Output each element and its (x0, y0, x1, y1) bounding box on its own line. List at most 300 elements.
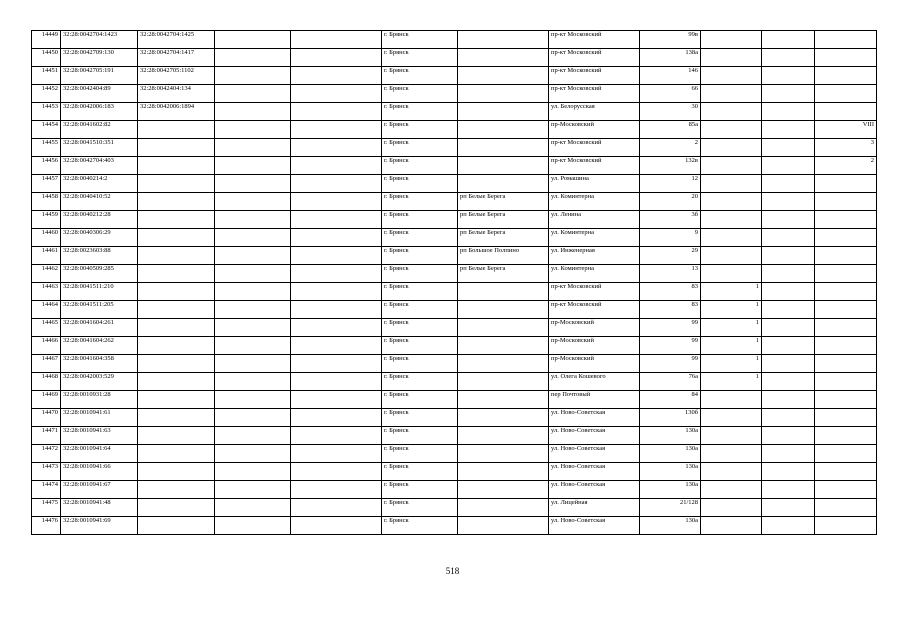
cell-street: пр-Московский (549, 319, 640, 337)
cell-col-11 (762, 139, 815, 157)
cell-col-12 (815, 229, 877, 247)
cell-building (701, 175, 762, 193)
cell-city: г. Брянск (382, 463, 458, 481)
cell-record-number: 14456 (32, 157, 61, 175)
cell-building (701, 391, 762, 409)
cell-empty-col-5 (291, 175, 382, 193)
cell-col-12 (815, 499, 877, 517)
cell-house-number: 12 (640, 175, 701, 193)
cell-settlement: рп Белые Берега (458, 229, 549, 247)
cell-col-11 (762, 391, 815, 409)
cell-city: г. Брянск (382, 31, 458, 49)
cell-record-number: 14473 (32, 463, 61, 481)
cell-building: 1 (701, 337, 762, 355)
cell-empty-col-5 (291, 67, 382, 85)
cell-record-number: 14455 (32, 139, 61, 157)
cell-house-number: 2 (640, 139, 701, 157)
cell-cadastral-number: 32:28:0041511:210 (61, 283, 138, 301)
cell-city: г. Брянск (382, 355, 458, 373)
cell-house-number: 130а (640, 445, 701, 463)
cell-settlement (458, 175, 549, 193)
cell-col-12 (815, 409, 877, 427)
cell-col-12 (815, 481, 877, 499)
cell-house-number: 99 (640, 319, 701, 337)
table-row (32, 31, 877, 49)
cell-empty-col-5 (291, 427, 382, 445)
cell-cadastral-number: 32:28:0041511:205 (61, 301, 138, 319)
cell-street: ул. Ромашина (549, 175, 640, 193)
cell-col-12 (815, 301, 877, 319)
cell-record-number: 14449 (32, 31, 61, 49)
cell-col-11 (762, 283, 815, 301)
cell-record-number: 14452 (32, 85, 61, 103)
cell-col-12 (815, 49, 877, 67)
cell-cadastral-number: 32:28:0042705:191 (61, 67, 138, 85)
cell-col-11 (762, 409, 815, 427)
cell-settlement (458, 67, 549, 85)
cell-building (701, 211, 762, 229)
cell-empty-col-4 (215, 391, 291, 409)
cell-street: ул. Инженерная (549, 247, 640, 265)
cell-record-number: 14453 (32, 103, 61, 121)
table-row (32, 67, 877, 85)
cell-street: пр-кт Московский (549, 85, 640, 103)
cell-city: г. Брянск (382, 337, 458, 355)
table-row (32, 481, 877, 499)
cell-house-number: 146 (640, 67, 701, 85)
cell-house-number: 99 (640, 355, 701, 373)
cell-empty-col-4 (215, 211, 291, 229)
cell-record-number: 14458 (32, 193, 61, 211)
cell-house-number: 99 (640, 337, 701, 355)
cell-building (701, 103, 762, 121)
table-row (32, 337, 877, 355)
cell-empty-col-5 (291, 193, 382, 211)
cell-record-number: 14470 (32, 409, 61, 427)
cell-empty-col-4 (215, 265, 291, 283)
cell-empty-col-5 (291, 265, 382, 283)
cell-col-12 (815, 337, 877, 355)
cell-record-number: 14475 (32, 499, 61, 517)
cell-col-11 (762, 481, 815, 499)
cell-empty-col-5 (291, 445, 382, 463)
cell-col-11 (762, 211, 815, 229)
cell-house-number: 130а (640, 517, 701, 535)
cell-parent-cadastral-number (138, 373, 215, 391)
cell-city: г. Брянск (382, 391, 458, 409)
cell-building (701, 31, 762, 49)
cell-parent-cadastral-number (138, 409, 215, 427)
cell-empty-col-5 (291, 319, 382, 337)
cell-empty-col-4 (215, 121, 291, 139)
cell-empty-col-5 (291, 373, 382, 391)
cell-street: ул. Олега Кошевого (549, 373, 640, 391)
cell-empty-col-5 (291, 49, 382, 67)
cell-col-12 (815, 247, 877, 265)
cell-building: 1 (701, 319, 762, 337)
cell-cadastral-number: 32:28:0041604:261 (61, 319, 138, 337)
cell-street: ул. Ново-Советская (549, 409, 640, 427)
cell-parent-cadastral-number: 32:28:0042006:1894 (138, 103, 215, 121)
cell-house-number: 66 (640, 85, 701, 103)
cell-street: ул. Ленина (549, 211, 640, 229)
table-row (32, 103, 877, 121)
table-row (32, 265, 877, 283)
cell-building (701, 193, 762, 211)
cell-city: г. Брянск (382, 283, 458, 301)
cell-parent-cadastral-number (138, 355, 215, 373)
cell-empty-col-4 (215, 49, 291, 67)
cell-settlement (458, 157, 549, 175)
table-row (32, 373, 877, 391)
cell-street: пр-кт Московский (549, 301, 640, 319)
cell-cadastral-number: 32:28:0040410:52 (61, 193, 138, 211)
table-row (32, 391, 877, 409)
cell-street: пр-кт Московский (549, 157, 640, 175)
page-number: 518 (445, 566, 460, 576)
cell-record-number: 14460 (32, 229, 61, 247)
cell-settlement (458, 373, 549, 391)
cell-settlement (458, 337, 549, 355)
cell-empty-col-4 (215, 355, 291, 373)
cell-col-11 (762, 103, 815, 121)
cell-empty-col-5 (291, 247, 382, 265)
cell-city: г. Брянск (382, 193, 458, 211)
cell-record-number: 14468 (32, 373, 61, 391)
cell-col-11 (762, 193, 815, 211)
cell-cadastral-number: 32:28:0040214:2 (61, 175, 138, 193)
table-body (32, 31, 877, 535)
cell-house-number: 9 (640, 229, 701, 247)
cell-cadastral-number: 32:28:0041604:358 (61, 355, 138, 373)
cell-settlement (458, 121, 549, 139)
cell-col-11 (762, 49, 815, 67)
cell-city: г. Брянск (382, 409, 458, 427)
cell-street: ул. Белорусская (549, 103, 640, 121)
cell-city: г. Брянск (382, 373, 458, 391)
cell-cadastral-number: 32:28:0010941:64 (61, 445, 138, 463)
cell-empty-col-4 (215, 157, 291, 175)
cell-empty-col-5 (291, 31, 382, 49)
cell-settlement (458, 283, 549, 301)
cell-building (701, 67, 762, 85)
cell-empty-col-5 (291, 157, 382, 175)
cell-city: г. Брянск (382, 49, 458, 67)
cell-building: 1 (701, 283, 762, 301)
cell-building: 1 (701, 355, 762, 373)
cell-building (701, 265, 762, 283)
cell-empty-col-5 (291, 121, 382, 139)
cell-col-11 (762, 373, 815, 391)
cell-street: пр-кт Московский (549, 283, 640, 301)
cell-building (701, 121, 762, 139)
cell-city: г. Брянск (382, 67, 458, 85)
cell-empty-col-5 (291, 355, 382, 373)
cell-settlement (458, 409, 549, 427)
cell-col-12 (815, 175, 877, 193)
cell-house-number: 76а (640, 373, 701, 391)
table-row (32, 49, 877, 67)
table-row (32, 85, 877, 103)
cell-city: г. Брянск (382, 319, 458, 337)
cell-settlement (458, 31, 549, 49)
cell-cadastral-number: 32:28:0041602:82 (61, 121, 138, 139)
cell-col-12 (815, 319, 877, 337)
cell-col-11 (762, 85, 815, 103)
cell-parent-cadastral-number (138, 445, 215, 463)
cell-city: г. Брянск (382, 301, 458, 319)
cell-col-12 (815, 427, 877, 445)
cell-building (701, 139, 762, 157)
cell-house-number: 130а (640, 481, 701, 499)
cell-city: г. Брянск (382, 229, 458, 247)
cell-city: г. Брянск (382, 85, 458, 103)
cell-col-11 (762, 355, 815, 373)
cell-col-11 (762, 499, 815, 517)
cell-house-number: 84 (640, 391, 701, 409)
cell-parent-cadastral-number (138, 391, 215, 409)
table-row (32, 211, 877, 229)
cell-house-number: 20 (640, 193, 701, 211)
cell-parent-cadastral-number (138, 463, 215, 481)
cell-settlement (458, 481, 549, 499)
cell-parent-cadastral-number: 32:28:0042404:134 (138, 85, 215, 103)
cell-empty-col-4 (215, 517, 291, 535)
cell-house-number: 85а (640, 121, 701, 139)
cell-parent-cadastral-number (138, 193, 215, 211)
cell-record-number: 14454 (32, 121, 61, 139)
cell-parent-cadastral-number (138, 139, 215, 157)
cell-record-number: 14465 (32, 319, 61, 337)
cell-house-number: 30 (640, 103, 701, 121)
cell-record-number: 14459 (32, 211, 61, 229)
cell-house-number: 138а (640, 49, 701, 67)
cell-city: г. Брянск (382, 157, 458, 175)
cell-empty-col-5 (291, 139, 382, 157)
cell-empty-col-5 (291, 301, 382, 319)
cell-city: г. Брянск (382, 103, 458, 121)
cell-house-number: 83 (640, 283, 701, 301)
table-row (32, 409, 877, 427)
cell-col-12 (815, 463, 877, 481)
cell-col-12 (815, 373, 877, 391)
cell-record-number: 14466 (32, 337, 61, 355)
cell-cadastral-number: 32:28:0041510:351 (61, 139, 138, 157)
cell-building (701, 445, 762, 463)
cell-col-11 (762, 121, 815, 139)
cell-settlement: рп Белые Берега (458, 265, 549, 283)
cell-settlement (458, 499, 549, 517)
cell-empty-col-4 (215, 301, 291, 319)
cell-col-11 (762, 67, 815, 85)
table-row (32, 193, 877, 211)
cell-cadastral-number: 32:28:0042709:130 (61, 49, 138, 67)
cell-street: ул. Коминтерна (549, 229, 640, 247)
cell-cadastral-number: 32:28:0010941:63 (61, 427, 138, 445)
cell-city: г. Брянск (382, 265, 458, 283)
cell-empty-col-4 (215, 337, 291, 355)
table-row (32, 229, 877, 247)
cell-empty-col-4 (215, 409, 291, 427)
cell-cadastral-number: 32:28:0023603:88 (61, 247, 138, 265)
cell-record-number: 14451 (32, 67, 61, 85)
cell-settlement (458, 85, 549, 103)
cell-record-number: 14462 (32, 265, 61, 283)
cell-building (701, 409, 762, 427)
cell-parent-cadastral-number (138, 229, 215, 247)
cell-empty-col-4 (215, 247, 291, 265)
cell-parent-cadastral-number (138, 121, 215, 139)
table-row (32, 355, 877, 373)
table-row (32, 499, 877, 517)
cell-col-12 (815, 211, 877, 229)
cell-house-number: 132в (640, 157, 701, 175)
cell-cadastral-number: 32:28:0042003:529 (61, 373, 138, 391)
cell-empty-col-5 (291, 499, 382, 517)
cell-building (701, 157, 762, 175)
cell-col-11 (762, 517, 815, 535)
cell-col-12 (815, 391, 877, 409)
cell-col-11 (762, 229, 815, 247)
cell-street: пр-Московский (549, 337, 640, 355)
cell-building: 1 (701, 301, 762, 319)
cell-col-11 (762, 463, 815, 481)
cell-record-number: 14476 (32, 517, 61, 535)
cell-street: пер Почтовый (549, 391, 640, 409)
cell-col-12 (815, 67, 877, 85)
cell-building (701, 49, 762, 67)
cell-col-11 (762, 301, 815, 319)
cell-empty-col-5 (291, 391, 382, 409)
table-row (32, 121, 877, 139)
cell-parent-cadastral-number: 32:28:0042704:1417 (138, 49, 215, 67)
cell-col-12: 3 (815, 139, 877, 157)
cell-empty-col-4 (215, 319, 291, 337)
cell-empty-col-5 (291, 283, 382, 301)
cell-col-11 (762, 337, 815, 355)
cell-house-number: 29 (640, 247, 701, 265)
cell-building: 1 (701, 373, 762, 391)
cell-house-number: 83 (640, 301, 701, 319)
cell-cadastral-number: 32:28:0010941:48 (61, 499, 138, 517)
cell-street: ул. Коминтерна (549, 265, 640, 283)
cell-cadastral-number: 32:28:0042006:183 (61, 103, 138, 121)
cell-empty-col-4 (215, 463, 291, 481)
cell-empty-col-4 (215, 103, 291, 121)
cell-record-number: 14471 (32, 427, 61, 445)
cell-col-12 (815, 193, 877, 211)
cell-parent-cadastral-number (138, 499, 215, 517)
cell-col-12: 2 (815, 157, 877, 175)
cell-empty-col-4 (215, 193, 291, 211)
cell-record-number: 14474 (32, 481, 61, 499)
cell-empty-col-4 (215, 373, 291, 391)
cell-cadastral-number: 32:28:0010941:69 (61, 517, 138, 535)
cell-empty-col-5 (291, 229, 382, 247)
cell-settlement: рп Белые Берега (458, 193, 549, 211)
cell-building (701, 481, 762, 499)
cell-settlement (458, 301, 549, 319)
cell-city: г. Брянск (382, 211, 458, 229)
cell-empty-col-4 (215, 175, 291, 193)
cell-building (701, 229, 762, 247)
cell-parent-cadastral-number (138, 247, 215, 265)
cell-col-12 (815, 355, 877, 373)
cell-city: г. Брянск (382, 121, 458, 139)
cell-street: ул. Ново-Советская (549, 517, 640, 535)
cell-parent-cadastral-number (138, 517, 215, 535)
cell-record-number: 14461 (32, 247, 61, 265)
cell-record-number: 14464 (32, 301, 61, 319)
cell-empty-col-5 (291, 481, 382, 499)
cell-settlement (458, 517, 549, 535)
cell-street: пр-Московский (549, 121, 640, 139)
cell-parent-cadastral-number (138, 337, 215, 355)
cell-parent-cadastral-number (138, 175, 215, 193)
cell-settlement (458, 103, 549, 121)
cell-house-number: 99в (640, 31, 701, 49)
cell-city: г. Брянск (382, 499, 458, 517)
table-row (32, 445, 877, 463)
cell-settlement (458, 427, 549, 445)
cell-house-number: 130б (640, 409, 701, 427)
cell-col-11 (762, 445, 815, 463)
cell-col-12 (815, 265, 877, 283)
cell-street: пр-кт Московский (549, 49, 640, 67)
cell-settlement (458, 463, 549, 481)
cell-building (701, 427, 762, 445)
cell-cadastral-number: 32:28:0010941:67 (61, 481, 138, 499)
cell-city: г. Брянск (382, 175, 458, 193)
cell-parent-cadastral-number (138, 319, 215, 337)
cell-col-12 (815, 283, 877, 301)
cell-parent-cadastral-number (138, 427, 215, 445)
cell-street: ул. Лицейная (549, 499, 640, 517)
cell-street: ул. Коминтерна (549, 193, 640, 211)
cell-col-12 (815, 445, 877, 463)
table-row (32, 139, 877, 157)
cell-cadastral-number: 32:28:0040306:29 (61, 229, 138, 247)
cell-cadastral-number: 32:28:0041604:262 (61, 337, 138, 355)
cell-parent-cadastral-number (138, 265, 215, 283)
cell-settlement: рп Большое Полпино (458, 247, 549, 265)
cell-house-number: 13 (640, 265, 701, 283)
cell-building (701, 247, 762, 265)
cell-col-11 (762, 427, 815, 445)
cell-parent-cadastral-number (138, 283, 215, 301)
cell-parent-cadastral-number: 32:28:0042705:1102 (138, 67, 215, 85)
cell-col-11 (762, 265, 815, 283)
cell-street: пр-Московский (549, 355, 640, 373)
cell-cadastral-number: 32:28:0042704:403 (61, 157, 138, 175)
cell-cadastral-number: 32:28:0040509:285 (61, 265, 138, 283)
cell-cadastral-number: 32:28:0040212:28 (61, 211, 138, 229)
cell-street: пр-кт Московский (549, 67, 640, 85)
cell-street: ул. Ново-Советская (549, 481, 640, 499)
cell-settlement (458, 139, 549, 157)
cell-col-11 (762, 319, 815, 337)
cell-empty-col-5 (291, 463, 382, 481)
cell-col-11 (762, 175, 815, 193)
table-row (32, 517, 877, 535)
table-row (32, 319, 877, 337)
cell-city: г. Брянск (382, 427, 458, 445)
cell-empty-col-5 (291, 409, 382, 427)
cell-building (701, 499, 762, 517)
cell-col-11 (762, 247, 815, 265)
cell-empty-col-4 (215, 427, 291, 445)
cell-col-11 (762, 31, 815, 49)
